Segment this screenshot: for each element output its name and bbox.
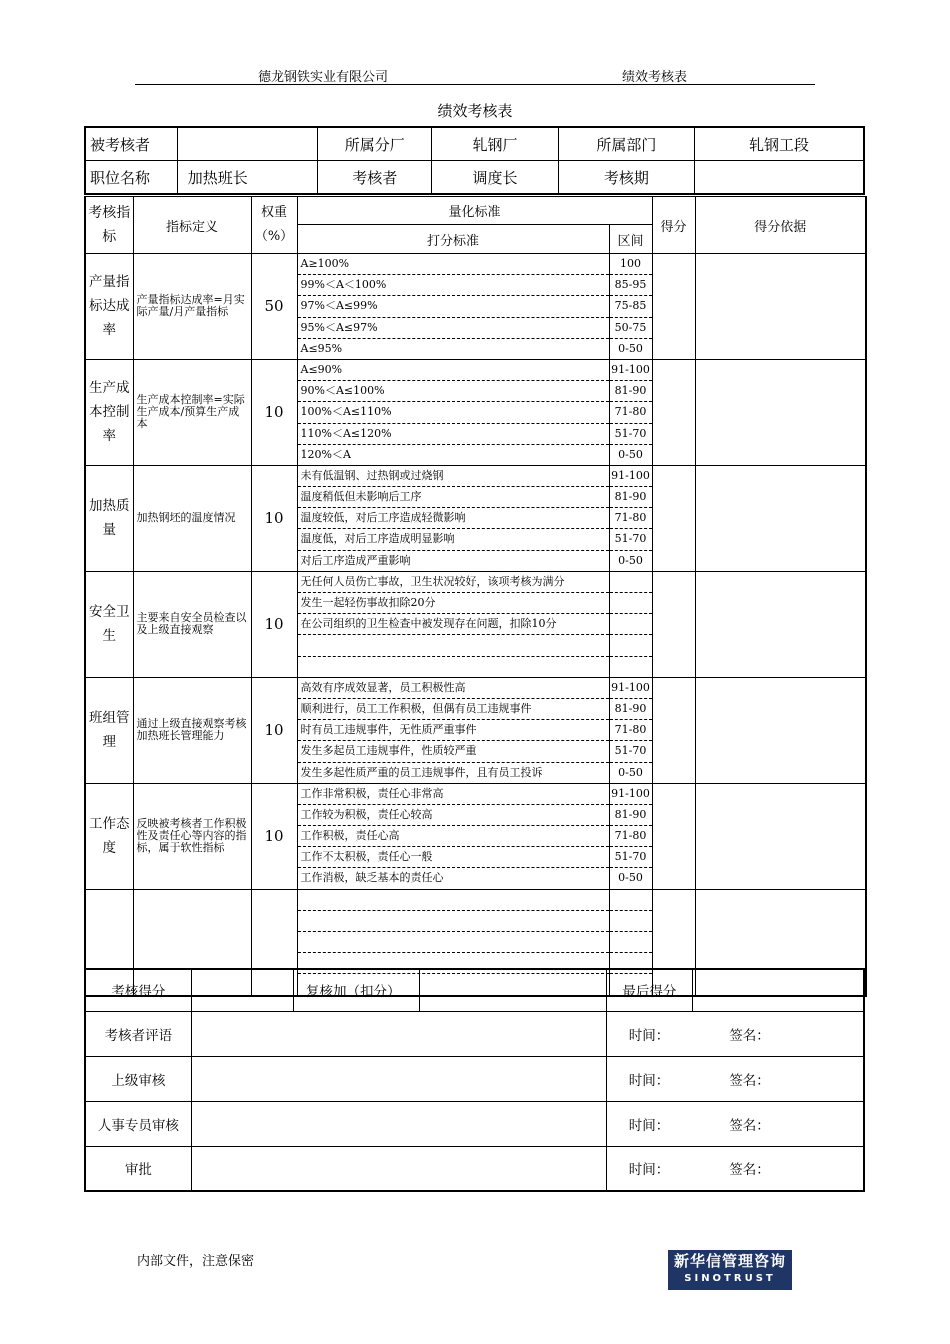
col-range-header: 区间 [609,225,652,254]
criterion-line: 无任何人员伤亡事故，卫生状况较好，该项考核为满分 [298,572,609,593]
criterion-line: 未有低温钢、过热钢或过烧钢 [298,466,609,487]
page-title: 绩效考核表 [437,102,513,120]
examinee-field[interactable] [177,127,317,161]
indicator-name: 产量指标达成率 [85,254,133,360]
range-value [610,657,652,677]
header-rule [135,84,815,85]
range-value: 85-95 [610,275,652,296]
criterion-line: 发生多起员工违规事件，性质较严重 [298,741,609,762]
time-label: 时间： [628,1117,670,1134]
indicator-row [85,254,866,360]
range-value: 51-70 [610,529,652,550]
col-score-header: 得分 [652,197,695,254]
indicator-definition: 产量指标达成率=月实际产量/月产量指标 [133,254,251,360]
criterion-line [298,635,609,656]
criterion-line: 100%＜A≤110% [298,402,609,423]
range-value: 71-80 [610,720,652,741]
score-ranges [609,359,652,465]
basis-cell[interactable] [695,571,866,677]
score-cell[interactable] [652,359,695,465]
range-value: 0-50 [618,341,643,355]
indicator-table [84,196,867,997]
sinotrust-logo [668,1250,792,1290]
criterion-line: 95%＜A≤97% [298,318,609,339]
indicator-name: 工作态度 [85,783,133,889]
criterion-line: 温度低，对后工序造成明显影响 [298,529,609,550]
criterion-line: 110%＜A≤120% [298,424,609,445]
logo-cn-text: 新华信管理咨询 [673,1252,786,1270]
range-value [610,593,652,614]
branch-label: 所属分厂 [318,127,432,161]
range-value [610,572,652,593]
approval-label: 人事专员审核 [85,1101,191,1146]
dept-value[interactable]: 轧钢工段 [695,127,864,161]
range-value: 81-90 [610,487,652,508]
range-value [610,911,652,932]
criterion-line: 对后工序造成严重影响 [300,553,411,567]
approval-signature [606,1011,864,1056]
criterion-line: 温度较低，对后工序造成轻微影响 [298,508,609,529]
criterion-line: 顺利进行，员工工作积极，但偶有员工违规事件 [298,699,609,720]
range-value: 51-70 [610,741,652,762]
range-value: 91-100 [610,678,652,699]
examiner-label: 考核者 [318,161,432,195]
period-label: 考核期 [558,161,694,195]
approval-label: 上级审核 [85,1056,191,1101]
approval-row [85,1011,864,1056]
indicator-row [85,465,866,571]
score-cell[interactable] [652,465,695,571]
range-value: 91-100 [610,784,652,805]
criterion-line: 工作非常积极，责任心非常高 [298,784,609,805]
basis-cell[interactable] [695,465,866,571]
info-table [84,126,865,195]
criterion-line: 90%＜A≤100% [298,381,609,402]
indicator-weight: 10 [251,571,297,677]
indicator-row [85,359,866,465]
col-basis-header: 得分依据 [695,197,866,254]
criterion-line: 120%＜A [300,447,351,461]
indicator-name: 安全卫生 [85,571,133,677]
criterion-line: A≤90% [298,360,609,381]
range-value: 81-90 [610,381,652,402]
score-cell[interactable] [652,254,695,360]
scoring-criteria [297,254,609,360]
approval-comment-field[interactable] [191,1146,606,1191]
approval-signature [606,1146,864,1191]
range-value [610,932,652,953]
indicator-definition: 生产成本控制率=实际生产成本/预算生产成本 [133,359,251,465]
sign-label: 签名： [729,1027,770,1044]
col-weight-header: 权重（%） [251,197,297,254]
approval-label: 考核者评语 [85,1011,191,1056]
range-value: 100 [610,254,652,275]
scoring-criteria [297,359,609,465]
range-value: 81-90 [610,699,652,720]
range-value [610,614,652,635]
branch-value[interactable]: 轧钢厂 [432,127,558,161]
position-value[interactable]: 加热班长 [177,161,317,195]
approval-comment-field[interactable] [191,1101,606,1146]
summary-table [84,968,865,1192]
indicator-weight: 10 [251,783,297,889]
col-indicator-header: 考核指标 [85,197,133,254]
indicator-row [85,783,866,889]
col-quant-header: 量化标准 [297,197,652,225]
indicator-definition: 通过上级直接观察考核加热班长管理能力 [133,677,251,783]
criterion-line: A≥100% [298,254,609,275]
criterion-line: 发生一起轻伤事故扣除20分 [298,593,609,614]
range-value: 0-50 [618,447,643,461]
range-value [610,890,652,911]
dept-label: 所属部门 [558,127,694,161]
criterion-line: 温度稍低但未影响后工序 [298,487,609,508]
time-label: 时间： [628,1072,670,1089]
approval-row [85,1146,864,1191]
criterion-line: 工作不太积极，责任心一般 [298,847,609,868]
examinee-label: 被考核者 [85,127,177,161]
range-value: 50-75 [610,318,652,339]
indicator-weight: 10 [251,359,297,465]
basis-cell[interactable] [695,359,866,465]
indicator-weight: 10 [251,677,297,783]
indicator-weight: 10 [251,465,297,571]
criterion-line [298,932,609,953]
range-value: 91-100 [610,360,652,381]
score-label: 考核得分 [85,969,191,1011]
criterion-line [298,911,609,932]
criterion-line: 发生多起性质严重的员工违规事件，且有员工投诉 [300,765,543,779]
score-cell[interactable] [652,571,695,677]
indicator-name: 生产成本控制率 [85,359,133,465]
score-ranges [609,783,652,889]
score-ranges [609,677,652,783]
scoring-criteria [297,571,609,677]
indicator-definition: 加热钢坯的温度情况 [133,465,251,571]
sign-label: 签名： [729,1117,770,1134]
indicator-definition: 主要来自安全员检查以及上级直接观察 [133,571,251,677]
review-field[interactable] [420,969,606,1011]
criterion-line: 在公司组织的卫生检查中被发现存在问题，扣除10分 [298,614,609,635]
criterion-line: 工作积极，责任心高 [298,826,609,847]
scoring-criteria [297,677,609,783]
range-value: 51-70 [610,424,652,445]
approval-signature [606,1101,864,1146]
range-value: 71-80 [610,508,652,529]
indicator-row [85,571,866,677]
criterion-line [298,890,609,911]
score-cell[interactable] [652,783,695,889]
approval-comment-field[interactable] [191,1011,606,1056]
indicator-name: 加热质量 [85,465,133,571]
indicator-definition: 反映被考核者工作积极性及责任心等内容的指标，属于软性指标 [133,783,251,889]
approval-comment-field[interactable] [191,1056,606,1101]
final-label: 最后得分 [606,969,692,1011]
score-cell[interactable] [652,677,695,783]
final-field[interactable] [693,969,864,1011]
range-value: 71-80 [610,402,652,423]
score-field[interactable] [191,969,293,1011]
approval-label: 审批 [85,1146,191,1191]
range-value: 0-50 [618,553,643,567]
logo-en-text: SINOTRUST [684,1273,776,1284]
range-value [610,635,652,656]
criterion-line: 97%＜A≤99% [298,296,609,317]
criterion-line: 时有员工违规事件，无性质严重事件 [298,720,609,741]
range-value: 0-50 [618,871,643,885]
approval-row [85,1056,864,1101]
examiner-value[interactable]: 调度长 [432,161,558,195]
criterion-line: A≤95% [300,341,343,355]
col-scoring-header: 打分标准 [297,225,609,254]
range-value: 91-100 [610,466,652,487]
period-field[interactable] [695,161,864,195]
basis-cell[interactable] [695,254,866,360]
review-label: 复核加（扣分） [294,969,420,1011]
range-value: 71-80 [610,826,652,847]
range-value: 0-50 [618,765,643,779]
col-definition-header: 指标定义 [133,197,251,254]
score-ranges [609,254,652,360]
indicator-row [85,677,866,783]
scoring-criteria [297,465,609,571]
criterion-line: 99%＜A＜100% [298,275,609,296]
criterion-line [298,657,609,677]
header-company: 德龙钢铁实业有限公司 [258,70,389,85]
criterion-line: 工作较为积极，责任心较高 [298,805,609,826]
criterion-line: 工作消极，缺乏基本的责任心 [300,871,444,885]
time-label: 时间： [628,1027,670,1044]
indicator-weight: 50 [251,254,297,360]
confidential-note: 内部文件，注意保密 [137,1254,255,1269]
range-value: 51-70 [610,847,652,868]
score-ranges [609,571,652,677]
sign-label: 签名： [729,1162,770,1179]
range-value: 81-90 [610,805,652,826]
approval-row [85,1101,864,1146]
approval-signature [606,1056,864,1101]
header-doc-name: 绩效考核表 [622,70,688,85]
position-label: 职位名称 [85,161,177,195]
basis-cell[interactable] [695,783,866,889]
indicator-name: 班组管理 [85,677,133,783]
time-label: 时间： [628,1162,670,1179]
range-value: 75-85 [610,296,652,317]
sign-label: 签名： [729,1072,770,1089]
basis-cell[interactable] [695,677,866,783]
criterion-line: 高效有序成效显著，员工积极性高 [298,678,609,699]
scoring-criteria [297,783,609,889]
score-ranges [609,465,652,571]
